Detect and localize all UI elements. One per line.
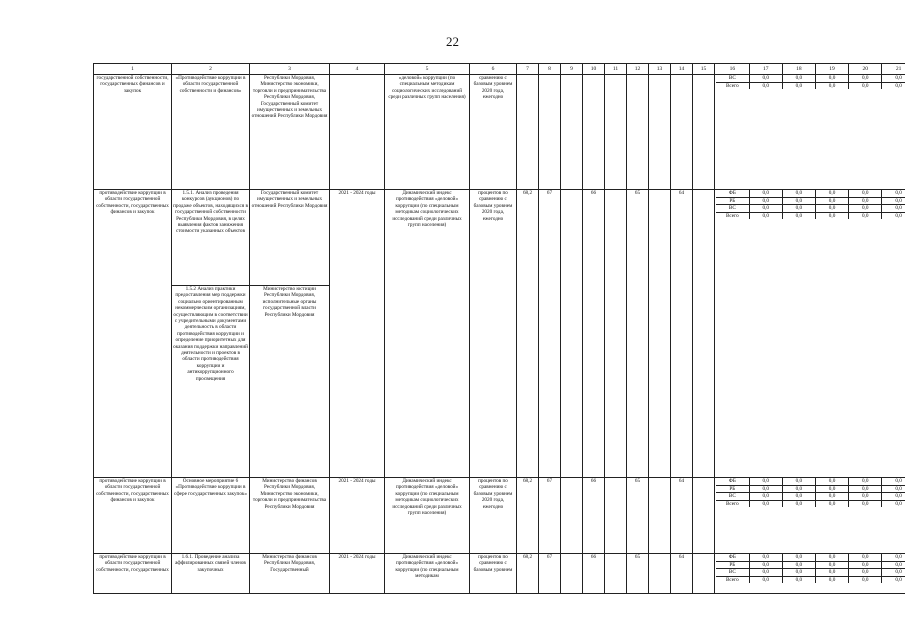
value-cell xyxy=(561,75,583,190)
amount: 0,0 xyxy=(882,205,905,213)
col-header: 9 xyxy=(561,64,583,75)
amount: 0,0 xyxy=(782,561,815,569)
value-cell xyxy=(583,75,605,190)
financing-cell xyxy=(715,190,905,478)
amount: 0,0 xyxy=(815,500,848,507)
amount: 0,0 xyxy=(882,493,905,501)
col-header: 10 xyxy=(583,64,605,75)
amount: 0,0 xyxy=(749,493,782,501)
amount: 0,0 xyxy=(749,500,782,507)
col-header: 14 xyxy=(671,64,693,75)
financing-row xyxy=(716,75,905,82)
event-cell: «Противодействие коррупции в области государственной собственности и финансов» xyxy=(172,75,250,190)
value-cell xyxy=(693,478,715,554)
direction-cell: противодействие коррупции в области государственной собственности, государственных xyxy=(94,554,172,594)
amount: 0,0 xyxy=(782,197,815,205)
value-cell: 68,2 xyxy=(517,554,539,594)
col-header: 8 xyxy=(539,64,561,75)
amount: 0,0 xyxy=(882,485,905,493)
amount: 0,0 xyxy=(815,485,848,493)
source-label: ВС xyxy=(716,75,749,82)
value-cell xyxy=(605,554,627,594)
amount: 0,0 xyxy=(815,212,848,219)
financing-cell xyxy=(715,75,905,190)
financing-row xyxy=(716,561,905,569)
amount: 0,0 xyxy=(749,82,782,89)
amount: 0,0 xyxy=(849,500,882,507)
col-header: 7 xyxy=(517,64,539,75)
col-header: 16 xyxy=(716,64,749,74)
value-cell: 66 xyxy=(583,190,605,478)
amount: 0,0 xyxy=(749,576,782,583)
amount: 0,0 xyxy=(895,500,902,507)
executor-cell: Министерство юстиции Республики Мордовия, исполнительные органы государственной власти Республики Мордовия xyxy=(250,286,330,478)
amount: 0,0 xyxy=(782,569,815,577)
source-label: ФБ xyxy=(716,478,749,485)
amount: 0,0 xyxy=(849,82,882,89)
amount: 0,0 xyxy=(782,493,815,501)
value-cell xyxy=(671,75,693,190)
value-cell: 64 xyxy=(671,190,693,478)
financing-cell xyxy=(715,478,905,554)
amount: 0,0 xyxy=(882,75,905,82)
amount: 0,0 xyxy=(749,197,782,205)
financing-row xyxy=(716,569,905,577)
amount: 0,0 xyxy=(849,205,882,213)
page-number: 22 xyxy=(446,34,459,49)
indicator-cell: Динамический индекс противодействия «деловой» коррупции (по специальным методикам xyxy=(385,554,470,594)
amount: 0,0 xyxy=(749,205,782,213)
col-header: 20 xyxy=(849,64,882,74)
value-cell: 68,2 xyxy=(517,478,539,554)
amount: 0,0 xyxy=(749,190,782,197)
amount: 0,0 xyxy=(749,569,782,577)
executor-cell: Республики Мордовия, Министерство экономики, торговли и предпринимательства Республики Мордовия, Государственный комитет имущественных и земельных отношений Республики Мордовия xyxy=(250,75,330,190)
financing-cell xyxy=(715,554,905,594)
period-cell: 2021 - 2024 годы xyxy=(330,190,385,478)
value-cell xyxy=(693,190,715,478)
amount: 0,0 xyxy=(782,212,815,219)
value-cell: 66 xyxy=(583,478,605,554)
period-cell: 2021 - 2024 годы xyxy=(330,554,385,594)
amount: 0,0 xyxy=(849,212,882,219)
period-cell xyxy=(330,75,385,190)
amount: 0,0 xyxy=(849,485,882,493)
col-header: 17 xyxy=(749,64,782,74)
value-cell: 68,2 xyxy=(517,190,539,478)
value-cell: 67 xyxy=(539,478,561,554)
col-header: 19 xyxy=(815,64,848,74)
value-cell xyxy=(649,478,671,554)
amount: 0,0 xyxy=(782,554,815,561)
direction-cell: государственной собственности, государственных финансов и закупок xyxy=(94,75,172,190)
amount: 0,0 xyxy=(815,569,848,577)
source-label: РБ xyxy=(716,561,749,569)
value-cell xyxy=(561,478,583,554)
amount: 0,0 xyxy=(895,576,902,583)
value-cell xyxy=(605,190,627,478)
amount: 0,0 xyxy=(849,554,882,561)
amount: 0,0 xyxy=(815,554,848,561)
value-cell xyxy=(693,554,715,594)
value-cell xyxy=(517,75,539,190)
amount: 0,0 xyxy=(849,493,882,501)
financing-table xyxy=(716,190,905,219)
source-label: РБ xyxy=(716,197,749,205)
col-header: 13 xyxy=(649,64,671,75)
source-label: Всего xyxy=(716,576,749,583)
indicator-cell: Динамический индекс противодействия «деловой» коррупции (по специальным методикам социологических исследований среди различных групп населения) xyxy=(385,190,470,478)
event-cell: Основное мероприятие 6 «Противодействие коррупции в сфере государственных закупок» xyxy=(172,478,250,554)
amount: 0,0 xyxy=(815,75,848,82)
source-label: ФБ xyxy=(716,554,749,561)
amount: 0,0 xyxy=(782,500,815,507)
amount: 0,0 xyxy=(815,561,848,569)
value-cell: 66 xyxy=(583,554,605,594)
amount: 0,0 xyxy=(882,190,905,197)
financing-row xyxy=(716,576,905,583)
amount: 0,0 xyxy=(782,82,815,89)
financing-row xyxy=(716,493,905,501)
value-cell xyxy=(649,190,671,478)
executor-cell: Государственный комитет имущественных и земельных отношений Республики Мордовия xyxy=(250,190,330,286)
header-row xyxy=(94,64,905,75)
financing-row xyxy=(716,205,905,213)
amount: 0,0 xyxy=(782,75,815,82)
value-cell: 65 xyxy=(627,554,649,594)
indicator-cell: Динамический индекс противодействия «деловой» коррупции (по специальным методикам социологических исследований среди различных групп населения) xyxy=(385,478,470,554)
unit-cell: сравнению с базовым уровнем 2020 года, ежегодно xyxy=(470,75,517,190)
col-header: 21 xyxy=(895,65,902,72)
executor-cell: Министерство финансов Республики Мордовия, Государственный xyxy=(250,554,330,594)
value-cell xyxy=(605,478,627,554)
table-row xyxy=(94,190,905,286)
amount: 0,0 xyxy=(815,197,848,205)
value-cell xyxy=(605,75,627,190)
table-row xyxy=(94,554,905,594)
financing-row xyxy=(716,485,905,493)
table-row xyxy=(94,75,905,190)
event-cell: 1.5.2 Анализ практики предоставления мер поддержки социально ориентированным некоммерческим организациям, осуществляющим в соответствии с учредительными документами деятельность в области противодействия коррупции и определение приоритетных для оказания поддержки направлений деятельности и проектов в области противодействия коррупции и антикоррупционного просвещения xyxy=(172,286,250,478)
col-header: 12 xyxy=(627,64,649,75)
amount: 0,0 xyxy=(882,561,905,569)
source-label: ВС xyxy=(716,493,749,501)
period-cell: 2021 - 2024 годы xyxy=(330,478,385,554)
value-cell xyxy=(627,75,649,190)
financing-table xyxy=(716,75,905,89)
fin-header-cell xyxy=(715,64,905,75)
col-header: 3 xyxy=(250,64,330,75)
source-label: Всего xyxy=(716,500,749,507)
source-label: Всего xyxy=(716,212,749,219)
unit-cell: процентов по сравнению с базовым уровнем xyxy=(470,554,517,594)
amount: 0,0 xyxy=(895,82,902,89)
amount: 0,0 xyxy=(849,569,882,577)
amount: 0,0 xyxy=(749,75,782,82)
source-label: Всего xyxy=(716,82,749,89)
amount: 0,0 xyxy=(782,576,815,583)
col-header: 5 xyxy=(385,64,470,75)
source-label: ВС xyxy=(716,569,749,577)
financing-table xyxy=(716,478,905,507)
amount: 0,0 xyxy=(849,197,882,205)
value-cell: 65 xyxy=(627,190,649,478)
amount: 0,0 xyxy=(782,478,815,485)
amount: 0,0 xyxy=(815,82,848,89)
financing-row xyxy=(716,554,905,561)
financing-table xyxy=(716,554,905,583)
table-row xyxy=(94,478,905,554)
amount: 0,0 xyxy=(882,478,905,485)
amount: 0,0 xyxy=(749,485,782,493)
amount: 0,0 xyxy=(749,212,782,219)
financing-row xyxy=(716,197,905,205)
financing-row xyxy=(716,212,905,219)
direction-cell: противодействие коррупции в области государственной собственности, государственных финансов и закупок xyxy=(94,190,172,478)
amount: 0,0 xyxy=(782,190,815,197)
financing-row xyxy=(716,500,905,507)
col-header: 18 xyxy=(782,64,815,74)
value-cell xyxy=(561,554,583,594)
amount: 0,0 xyxy=(882,554,905,561)
source-label: РБ xyxy=(716,485,749,493)
financing-row xyxy=(716,190,905,197)
source-label: ВС xyxy=(716,205,749,213)
direction-cell: противодействие коррупции в области государственной собственности, государственных финансов и закупок xyxy=(94,478,172,554)
value-cell: 64 xyxy=(671,478,693,554)
amount: 0,0 xyxy=(782,205,815,213)
amount: 0,0 xyxy=(882,197,905,205)
event-cell: 1.6.1. Проведение анализа аффилированных связей членов закупочных xyxy=(172,554,250,594)
unit-cell: процентов по сравнению с базовым уровнем 2020 года, ежегодно xyxy=(470,478,517,554)
indicator-cell: «деловой» коррупции (по специальным методикам социологических исследований среди различных групп населения) xyxy=(385,75,470,190)
unit-cell: процентов по сравнению с базовым уровнем 2020 года, ежегодно xyxy=(470,190,517,478)
value-cell xyxy=(561,190,583,478)
amount: 0,0 xyxy=(749,561,782,569)
col-header: 1 xyxy=(94,64,172,75)
amount: 0,0 xyxy=(815,576,848,583)
amount: 0,0 xyxy=(849,478,882,485)
amount: 0,0 xyxy=(815,478,848,485)
value-cell xyxy=(649,554,671,594)
executor-cell: Министерство финансов Республики Мордовия, Министерство экономики, торговли и предпринимательства Республики Мордовия xyxy=(250,478,330,554)
col-header: 11 xyxy=(605,64,627,75)
col-header: 15 xyxy=(693,64,715,75)
amount: 0,0 xyxy=(849,75,882,82)
amount: 0,0 xyxy=(849,190,882,197)
value-cell: 64 xyxy=(671,554,693,594)
col-header: 6 xyxy=(470,64,517,75)
amount: 0,0 xyxy=(895,212,902,219)
amount: 0,0 xyxy=(882,569,905,577)
value-cell xyxy=(649,75,671,190)
col-header: 4 xyxy=(330,64,385,75)
amount: 0,0 xyxy=(815,205,848,213)
amount: 0,0 xyxy=(749,478,782,485)
financing-row xyxy=(716,478,905,485)
amount: 0,0 xyxy=(815,190,848,197)
amount: 0,0 xyxy=(849,561,882,569)
program-table xyxy=(93,63,905,594)
source-label: ФБ xyxy=(716,190,749,197)
value-cell: 67 xyxy=(539,190,561,478)
amount: 0,0 xyxy=(782,485,815,493)
value-cell: 65 xyxy=(627,478,649,554)
event-cell: 1.5.1. Анализ проведения конкурсов (аукционов) по продаже объектов, находящихся в государственной собственности Республики Мордовия, в целях выявления фактов занижения стоимости указанных объектов xyxy=(172,190,250,286)
value-cell: 67 xyxy=(539,554,561,594)
financing-row xyxy=(716,82,905,89)
value-cell xyxy=(693,75,715,190)
amount: 0,0 xyxy=(849,576,882,583)
value-cell xyxy=(539,75,561,190)
amount: 0,0 xyxy=(815,493,848,501)
col-header: 2 xyxy=(172,64,250,75)
amount: 0,0 xyxy=(749,554,782,561)
